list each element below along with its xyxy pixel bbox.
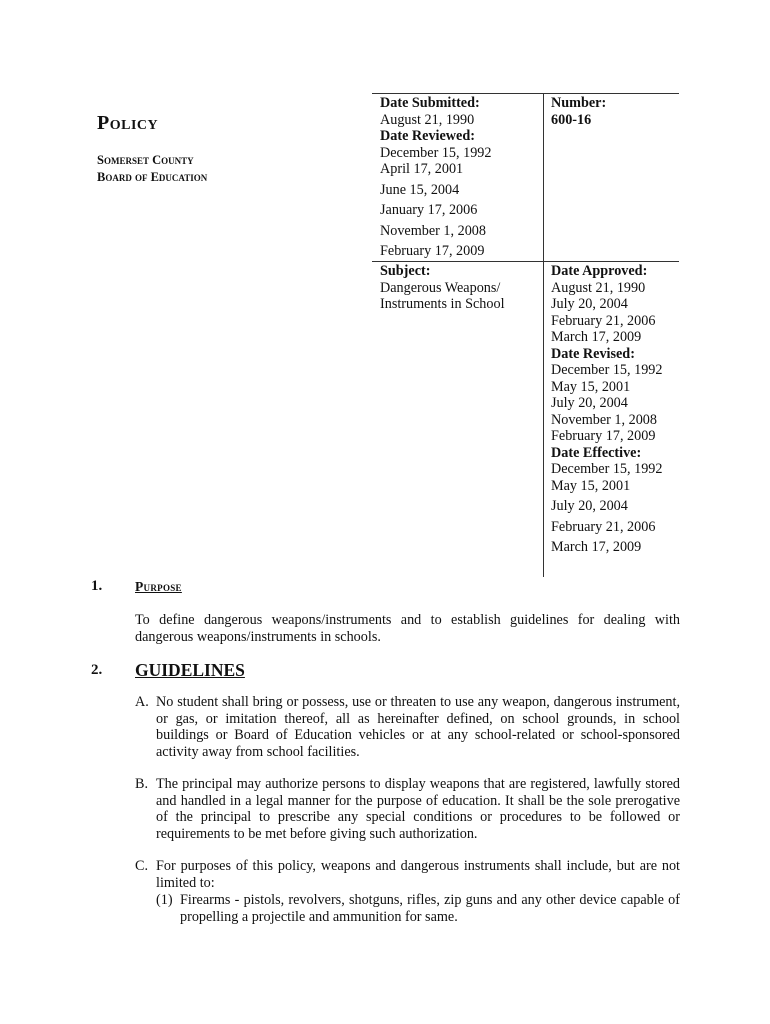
date-reviewed-value: April 17, 2001	[380, 161, 464, 177]
subitem-label: (1)	[156, 892, 173, 908]
date-reviewed-value: February 17, 2009	[380, 243, 485, 259]
section-number: 1.	[91, 578, 103, 594]
date-revised-value: November 1, 2008	[551, 411, 657, 428]
date-effective-value: July 20, 2004	[551, 498, 628, 514]
date-submitted-label: Date Submitted:	[380, 95, 480, 111]
item-label: C.	[135, 858, 149, 874]
date-revised-value: July 20, 2004	[551, 395, 628, 411]
date-effective-label: Date Effective:	[551, 444, 642, 461]
item-label: B.	[135, 776, 149, 792]
guideline-item-a	[135, 694, 680, 761]
date-approved-value: August 21, 1990	[551, 279, 646, 296]
subitem-text: Firearms - pistols, revolvers, shotguns, rifles, zip guns and any other device capable of propelling a projectile and ammunition for same.	[180, 892, 680, 925]
dates-cell	[551, 263, 663, 556]
date-revised-value: December 15, 1992	[551, 362, 663, 378]
page-title: Policy	[97, 112, 159, 134]
date-reviewed-value: November 1, 2008	[380, 222, 486, 239]
item-text: The principal may authorize persons to display weapons that are registered, lawfully stored and handled in a legal manner for the purpose of education. It shall be the sole prerogative of the principal to prescribe any special conditions or procedures to be followed or requirements to be met before giving such authorization.	[156, 776, 680, 843]
guideline-item-b	[135, 776, 680, 843]
guidelines-heading: GUIDELINES	[135, 660, 245, 680]
purpose-heading: Purpose	[135, 579, 182, 594]
date-effective-value: March 17, 2009	[551, 539, 642, 555]
date-approved-value: February 21, 2006	[551, 312, 656, 329]
board-line-1: Somerset County	[97, 153, 194, 167]
date-reviewed-value: December 15, 1992	[380, 144, 492, 161]
date-revised-value: May 15, 2001	[551, 378, 631, 395]
number-cell	[551, 95, 606, 128]
item-label: A.	[135, 694, 149, 710]
section-number: 2.	[91, 662, 103, 678]
guideline-subitem-c1	[156, 892, 680, 925]
date-submitted-value: August 21, 1990	[380, 111, 475, 128]
date-effective-value: February 21, 2006	[551, 518, 656, 535]
subject-line: Instruments in School	[380, 296, 505, 312]
date-revised-label: Date Revised:	[551, 345, 635, 362]
guideline-item-c	[135, 858, 680, 891]
policy-info-table	[372, 93, 679, 577]
date-effective-value: May 15, 2001	[551, 477, 631, 494]
item-text: No student shall bring or possess, use or threaten to use any weapon, dangerous instrument, or gas, or imitation thereof, all as hereinafter defined, on school grounds, in school buildings or Board of Education vehicles or at any school-related or school-sponsored activity away from school facilities.	[156, 694, 680, 761]
table-top-border	[372, 93, 679, 94]
policy-number: 600-16	[551, 111, 592, 128]
purpose-text: To define dangerous weapons/instruments and to establish guidelines for dealing with dangerous weapons/instruments in schools.	[135, 612, 680, 645]
board-line-2: Board of Education	[97, 170, 208, 184]
date-reviewed-value: June 15, 2004	[380, 181, 460, 198]
subject-line: Dangerous Weapons/	[380, 279, 501, 296]
date-approved-value: March 17, 2009	[551, 329, 642, 345]
date-approved-value: July 20, 2004	[551, 296, 628, 312]
board-name	[97, 152, 207, 186]
date-submitted-cell	[380, 95, 492, 260]
table-column-divider	[543, 93, 544, 577]
subject-cell	[380, 263, 505, 313]
date-revised-value: February 17, 2009	[551, 428, 656, 444]
table-middle-border	[372, 261, 679, 262]
item-text: For purposes of this policy, weapons and dangerous instruments shall include, but are not limited to:	[156, 858, 680, 891]
date-reviewed-label: Date Reviewed:	[380, 128, 475, 144]
date-effective-value: December 15, 1992	[551, 461, 663, 477]
date-approved-label: Date Approved:	[551, 263, 648, 279]
subject-label: Subject:	[380, 263, 431, 279]
date-reviewed-value: January 17, 2006	[380, 202, 478, 218]
number-label: Number:	[551, 95, 607, 111]
